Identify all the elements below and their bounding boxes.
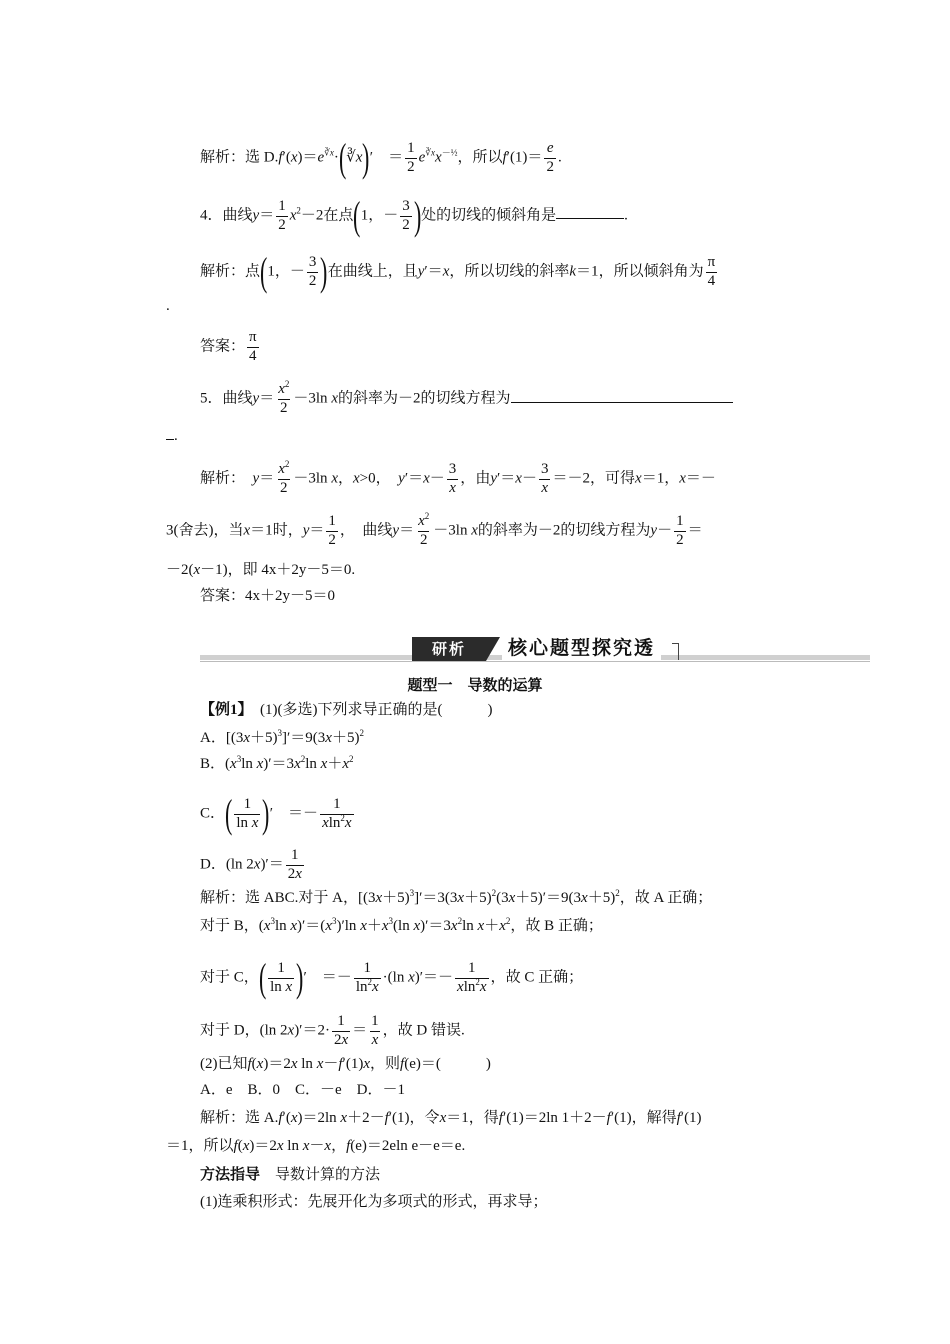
ex1-sol5-b: 令 <box>424 1110 440 1126</box>
banner-arrow <box>486 637 500 661</box>
ex1-sol3-a: 对于 C， <box>200 969 259 986</box>
q5-solution-line3: －2(x－1)，即 4x＋2y－5＝0. <box>166 562 356 578</box>
section-banner <box>200 633 870 665</box>
q5-sol-d: 3(舍去)，当 <box>166 522 244 539</box>
ex1-part2-options: A．e B．0 C．－e D．－1 <box>200 1082 405 1098</box>
q5-sol-f: 曲线 <box>362 522 393 539</box>
q4-stem-a: 曲线 <box>222 207 253 224</box>
method-title: 方法指导 <box>200 1165 261 1183</box>
ex1-sol1-a: 选 ABC.对于 A， <box>245 890 358 906</box>
analysis-label: 解析： <box>200 149 246 166</box>
q4-stem-b: 在点 <box>323 207 354 224</box>
ex1-solution-d: 对于 D，(ln 2x)′＝2· $\frac{1}{2x}$ ＝ $\frac{1}{x}$ ，故 D 错误. <box>200 1013 465 1048</box>
q5-stem-b: 的斜率为－2的切线方程为 <box>337 390 511 407</box>
q5-solution-line2: 3(舍去)，当x＝1时，y＝ $\frac{1}{2}$ ， 曲线y＝ $\frac{x^2}{2}$ －3ln x的斜率为－2的切线方程为y－ $\frac{1}{2}$ ＝ <box>166 511 703 548</box>
ex1-sol5-a: 选 A. <box>245 1110 279 1126</box>
q4-number: 4． <box>200 207 223 224</box>
answer-label: 答案： <box>200 588 246 604</box>
banner-rule <box>200 661 870 662</box>
method-item-1: (1)连乘积形式：先展开化为多项式的形式，再求导； <box>200 1194 548 1210</box>
ex1-part1: (1)(多选)下列求导正确的是( ) <box>260 702 493 718</box>
option-b-label: B． <box>200 756 226 772</box>
method-guide <box>200 1164 380 1185</box>
ex1-part2-a: (2)已知 <box>200 1056 248 1072</box>
analysis-label: 解析： <box>200 1110 246 1126</box>
q4-solution: 解析：点(1，－ $\frac{3}{2}$ )在曲线上，且y′＝x，所以切线的斜率k＝1，所以倾斜角为 $\frac{\pi}{4}$ <box>200 249 716 294</box>
q5-number: 5． <box>200 390 223 407</box>
q5-answer <box>200 586 335 606</box>
method-text: 导数计算的方法 <box>275 1167 381 1183</box>
banner-tag: 研析 <box>412 637 486 661</box>
ex1-sol1-b: 故 A 正确； <box>634 890 713 906</box>
q5-solution-line1: 解析： y＝ $\frac{x^2}{2}$ －3ln x，x>0， y′＝x－ $\frac{3}{x}$ ，由y′＝x－ $\frac{3}{x}$ ＝－2，可得x＝1，x＝－ <box>200 459 716 496</box>
ex1-sol4-a: 对于 D， <box>200 1022 260 1039</box>
ex1-option-b: B．($x^3\ln$ $x)'=3x^2\ln$ $x+x^2$ <box>200 754 354 772</box>
ex1-part2-c: ＝( ) <box>420 1056 491 1072</box>
option-d-label: D． <box>200 856 226 873</box>
ex1-sol2-b: 故 B 正确； <box>525 918 603 934</box>
q5-stem-a: 曲线 <box>222 390 253 407</box>
analysis-label: 解析： <box>200 263 246 280</box>
q3-solution-mid: 所以 <box>472 149 503 166</box>
ex1-question <box>200 700 493 720</box>
option-c-label: C． <box>200 805 226 822</box>
q5-sol-e: 时， <box>272 522 303 539</box>
q5-sol-c: 可得 <box>605 470 636 487</box>
ex1-sol2-a: 对于 B， <box>200 918 259 934</box>
ex1-solution-c: 对于 C，( $\frac{1}{\text{ln x}}$ )′ ＝－ $\frac{1}{\ln^2x}$ ·(ln x)′＝－ $\frac{1}{xln^2x}$ ，故 C 正确； <box>200 955 584 1000</box>
q3-solution: 解析：选 $D.f'(x)=e^{∛x}\cdot(∛x)'$ ＝ $\frac{1}{2}$ $e^{∛x}x^{-\frac{1}{2}}$，所以f′(1)＝ $\frac{e}{2}$ . <box>200 135 562 180</box>
q4-sol-a: 点 <box>245 263 261 280</box>
ex1-sol6-b: 所以 <box>203 1138 234 1154</box>
q5-answer-value: 4x＋2y－5＝0 <box>245 588 336 604</box>
ex1-option-d: D．(ln 2x)′＝ $\frac{1}{2x}$ <box>200 847 302 882</box>
q4-answer: 答案： $\frac{\pi}{4}$ <box>200 329 257 364</box>
ex1-solution-a: 解析：选 ABC.对于 A，$[(3x+5)^3]'=3(3x+5)^2(3x+5)'=9(3x+5)^2$，故 A 正确； <box>200 888 713 906</box>
q3-solution-prefix: 选 D. <box>245 149 279 166</box>
ex1-solution-b: 对于 B，($x^3\ln$ $x)'=(x^3)'\ln$ $x+x^3(\ln$ $x)'=3x^2\ln$ $x+x^2$，故 B 正确； <box>200 916 603 934</box>
answer-label: 答案： <box>200 338 246 355</box>
example-label: 【例1】 <box>200 702 246 718</box>
ex1-solution-e: 解析：选 A.f′(x)＝2ln x＋2－f′(1)，令x＝1，得f′(1)＝2ln 1＋2－f′(1)，解得f′(1) <box>200 1110 702 1126</box>
ex1-sol3-b: 故 C 正确； <box>505 969 584 986</box>
ex1-part2: (2)已知f(x)＝2x ln x－f′(1)x，则f(e)＝( ) <box>200 1056 491 1072</box>
q4-period: . <box>166 298 170 314</box>
ex1-sol4-b: 故 D 错误. <box>397 1022 465 1039</box>
q5-sol-g: 的斜率为－2的切线方程为 <box>477 522 651 539</box>
q5-sol-h: 即 4x＋2y－5＝0. <box>242 562 356 578</box>
q5-stem-end: . <box>166 426 178 446</box>
ex1-sol5-d: 解得 <box>646 1110 677 1126</box>
q4-sol-c: ，所以切线的斜率 <box>449 263 570 280</box>
q4-sol-b: 在曲线上，且 <box>327 263 418 280</box>
q5-stem: 5．曲线y＝ $\frac{x^2}{2}$ －3ln x的斜率为－2的切线方程为 <box>200 382 733 417</box>
ex1-part2-b: 则 <box>385 1056 401 1072</box>
q4-stem-c: 处的切线的倾斜角是 <box>421 207 557 224</box>
analysis-label: 解析： <box>200 890 246 906</box>
ex1-sol5-c: 得 <box>483 1110 499 1126</box>
analysis-label: 解析： <box>200 470 238 487</box>
type-title: 题型一 导数的运算 <box>407 676 543 694</box>
ex1-solution-f: ＝1，所以f(x)＝2x ln x－x，f(e)＝2eln e－e＝e. <box>166 1138 466 1154</box>
q4-stem: 4．曲线y＝ $\frac{1}{2}$ $x^2-2$在点(1，－ $\frac{3}{2}$ )处的切线的倾斜角是 . <box>200 193 628 238</box>
ex1-option-a: A．$[(3x+5)^3]'=9(3x+5)^2$ <box>200 728 364 746</box>
ex1-option-c: C．( $\frac{1}{\text{ln x}}$ )′ ＝－ $\frac{1}{xln^2x}$ <box>200 791 352 836</box>
banner-title: 核心题型探究透 <box>502 635 661 661</box>
q5-sol-b: 由 <box>475 470 491 487</box>
q4-sol-d: ，所以倾斜角为 <box>598 263 704 280</box>
option-a-label: A． <box>200 730 226 746</box>
banner-bracket <box>672 643 679 660</box>
